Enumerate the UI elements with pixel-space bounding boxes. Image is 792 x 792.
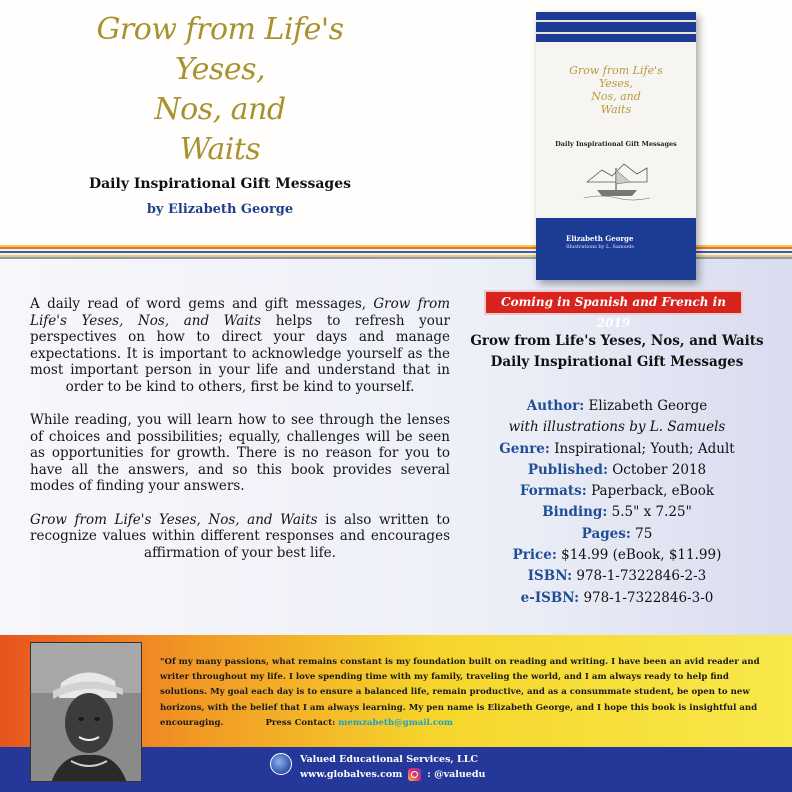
text: is also written to recognize values within different responses and encourages affirmation of your best life. <box>30 511 450 561</box>
book-subtitle: Daily Inspirational Gift Messages <box>88 176 352 192</box>
spec-value: October 2018 <box>612 461 707 478</box>
spec-value: Elizabeth George <box>588 398 708 414</box>
language-banner: Coming in Spanish and French in 2019 <box>484 290 743 315</box>
spec-published <box>458 460 776 481</box>
spec-eisbn <box>458 588 776 609</box>
description <box>30 296 450 578</box>
author-portrait-icon <box>31 643 142 782</box>
info-book-subtitle: Daily Inspirational Gift Messages <box>490 354 744 370</box>
title-line: Grow from Life's <box>96 12 344 47</box>
spec-value: 978-1-7322846-2-3 <box>576 568 707 585</box>
title-line: Waits <box>179 132 261 167</box>
spec-label: Binding: <box>542 504 608 521</box>
cover-subtitle: Daily Inspirational Gift Messages <box>555 140 677 148</box>
spec-binding <box>458 502 776 523</box>
press-contact-email-link[interactable]: memzabeth@gmail.com <box>338 717 453 728</box>
title-line: Yeses, <box>174 52 266 87</box>
spec-formats <box>458 481 776 502</box>
spec-value: $14.99 (eBook, $11.99) <box>561 547 722 564</box>
instagram-icon[interactable] <box>408 768 421 781</box>
press-contact-label: Press Contact: <box>265 717 336 728</box>
byline: by Elizabeth George <box>146 202 294 217</box>
spec-label: Published: <box>527 461 608 478</box>
description-paragraph-2: While reading, you will learn how to see through the lenses of choices and possibilities; equally, challenges will be seen as opportunities for growth. There is no reason for you to have all the answers, and so this book provides several modes of finding your answers. <box>30 412 450 494</box>
book-cover <box>536 12 696 280</box>
footer <box>272 752 485 782</box>
spec-value: Paperback, eBook <box>591 483 715 500</box>
spec-pages <box>458 524 776 545</box>
info-title <box>458 331 776 373</box>
cover-title-line: Yeses, <box>598 77 634 90</box>
spec-label: e-ISBN: <box>520 589 580 606</box>
spec-genre <box>458 439 776 460</box>
spec-value: Inspirational; Youth; Adult <box>554 440 735 457</box>
spec-label: Pages: <box>581 525 631 542</box>
book-specs <box>458 396 776 609</box>
footer-links <box>272 767 485 782</box>
cover-title-line: Nos, and <box>591 90 641 103</box>
author-photo <box>30 642 142 782</box>
title-block <box>20 10 420 217</box>
book-title <box>20 10 420 170</box>
cover-title-line: Waits <box>600 103 632 116</box>
spec-label: Formats: <box>519 483 587 500</box>
spec-price <box>458 545 776 566</box>
instagram-handle[interactable]: : @valuedu <box>427 769 486 780</box>
spec-value: 978-1-7322846-3-0 <box>583 589 714 606</box>
spec-illustrations: with illustrations by L. Samuels <box>508 419 726 436</box>
book-title-ref: Grow from Life's Yeses, Nos, and Waits <box>30 296 451 329</box>
ship-illustration-icon <box>582 152 652 202</box>
description-paragraph-3 <box>30 512 450 562</box>
cover-top-band <box>536 12 696 42</box>
spec-label: ISBN: <box>527 568 573 585</box>
author-quote <box>160 655 778 731</box>
spec-label: Price: <box>512 547 557 564</box>
spec-value: 75 <box>635 525 653 542</box>
spec-isbn <box>458 566 776 587</box>
text: A daily read of word gems and gift messages, <box>30 296 374 312</box>
description-paragraph-1 <box>30 296 450 395</box>
cover-author: Elizabeth George <box>566 234 634 243</box>
company-name: Valued Educational Services, LLC <box>300 754 478 765</box>
title-line: Nos, and <box>154 92 286 127</box>
spec-label: Author: <box>526 398 585 414</box>
text: helps to refresh your perspectives on how to direct your days and manage expectations. It is important to acknowledge yourself as the most important person in your life and understand that in order to be kind to others, first be kind to yourself. <box>30 312 451 395</box>
spec-value: 5.5" x 7.25" <box>611 504 692 521</box>
cover-title-line: Grow from Life's <box>569 64 663 77</box>
info-book-title: Grow from Life's Yeses, Nos, and Waits <box>470 333 764 349</box>
website-link[interactable]: www.globalves.com <box>300 769 403 780</box>
book-title-ref: Grow from Life's Yeses, Nos, and Waits <box>30 511 318 528</box>
spec-label: Genre: <box>499 440 550 457</box>
spec-author <box>458 396 776 417</box>
quote-text: "Of my many passions, what remains constant is my foundation built on reading and writing. I have been an avid reader and writer throughout my life. I love spending time with my family, traveling the world, and I am always ready to help find solutions. My goal each day is to ensure a balanced life, remain productive, and as a consummate student, be open to new horizons, with the belief that I am always learning. My pen name is Elizabeth George, and I hope this book is insightful and encouraging. <box>160 657 760 728</box>
cover-illustrator: Illustrations by L. Samuels <box>566 244 634 250</box>
cover-title <box>536 64 696 116</box>
